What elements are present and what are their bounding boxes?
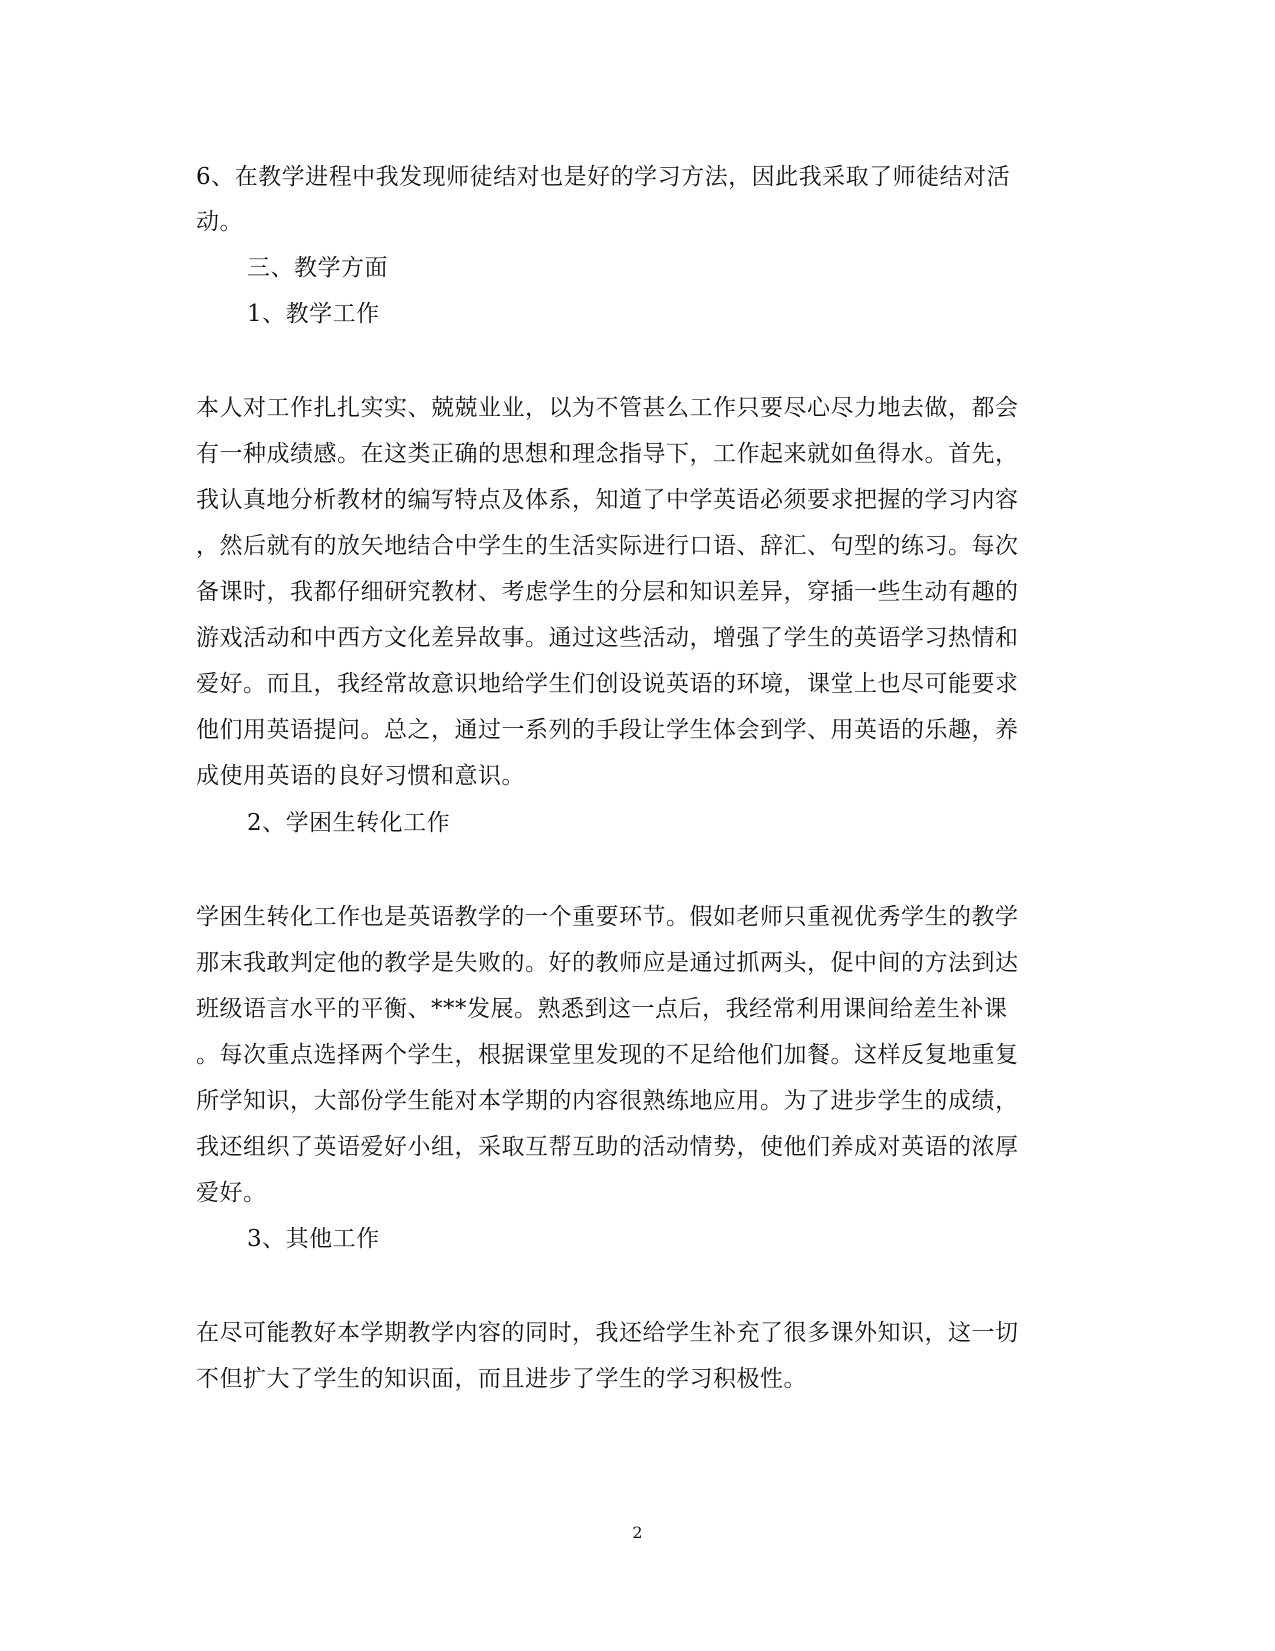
text-line: 。每次重点选择两个学生，根据课堂里发现的不足给他们加餐。这样反复地重复 xyxy=(196,1042,1019,1068)
subsection-heading: 1、教学工作 xyxy=(247,301,380,327)
text-line: 本人对工作扎扎实实、兢兢业业，以为不管甚么工作只要尽心尽力地去做，都会 xyxy=(196,395,1019,421)
page-number: 2 xyxy=(632,1523,643,1542)
section-heading: 三、教学方面 xyxy=(247,255,388,281)
text-line: 那末我敢判定他的教学是失败的。好的教师应是通过抓两头，促中间的方法到达 xyxy=(196,950,1019,976)
text-line: 备课时，我都仔细研究教材、考虑学生的分层和知识差异，穿插一些生动有趣的 xyxy=(196,579,1019,605)
text-line: 班级语言水平的平衡、***发展。熟悉到这一点后，我经常利用课间给差生补课 xyxy=(196,996,1008,1022)
text-line: 学困生转化工作也是英语教学的一个重要环节。假如老师只重视优秀学生的教学 xyxy=(196,904,1019,930)
text-line: 爱好。而且，我经常故意识地给学生们创设说英语的环境，课堂上也尽可能要求 xyxy=(196,671,1019,697)
text-line: ，然后就有的放矢地结合中学生的生活实际进行口语、辞汇、句型的练习。每次 xyxy=(196,533,1019,559)
subsection-heading: 2、学困生转化工作 xyxy=(247,810,451,836)
text-line: 他们用英语提问。总之，通过一系列的手段让学生体会到学、用英语的乐趣，养 xyxy=(196,717,1019,743)
text-line: 我认真地分析教材的编写特点及体系，知道了中学英语必须要求把握的学习内容 xyxy=(196,487,1019,513)
text-line: 在尽可能教好本学期教学内容的同时，我还给学生补充了很多课外知识，这一切 xyxy=(196,1320,1019,1346)
text-line: 不但扩大了学生的知识面，而且进步了学生的学习积极性。 xyxy=(196,1366,807,1392)
text-line: 成使用英语的良好习惯和意识。 xyxy=(196,763,525,789)
text-line: 有一种成绩感。在这类正确的思想和理念指导下，工作起来就如鱼得水。首先， xyxy=(196,441,1019,467)
text-line: 6、在教学进程中我发现师徒结对也是好的学习方法，因此我采取了师徒结对活 xyxy=(196,164,1011,190)
text-line: 动。 xyxy=(196,209,243,235)
text-line: 爱好。 xyxy=(196,1180,267,1206)
text-line: 所学知识，大部份学生能对本学期的内容很熟练地应用。为了进步学生的成绩， xyxy=(196,1088,1019,1114)
text-line: 我还组织了英语爱好小组，采取互帮互助的活动情势，使他们养成对英语的浓厚 xyxy=(196,1134,1019,1160)
subsection-heading: 3、其他工作 xyxy=(247,1226,380,1252)
text-line: 游戏活动和中西方文化差异故事。通过这些活动，增强了学生的英语学习热情和 xyxy=(196,625,1019,651)
